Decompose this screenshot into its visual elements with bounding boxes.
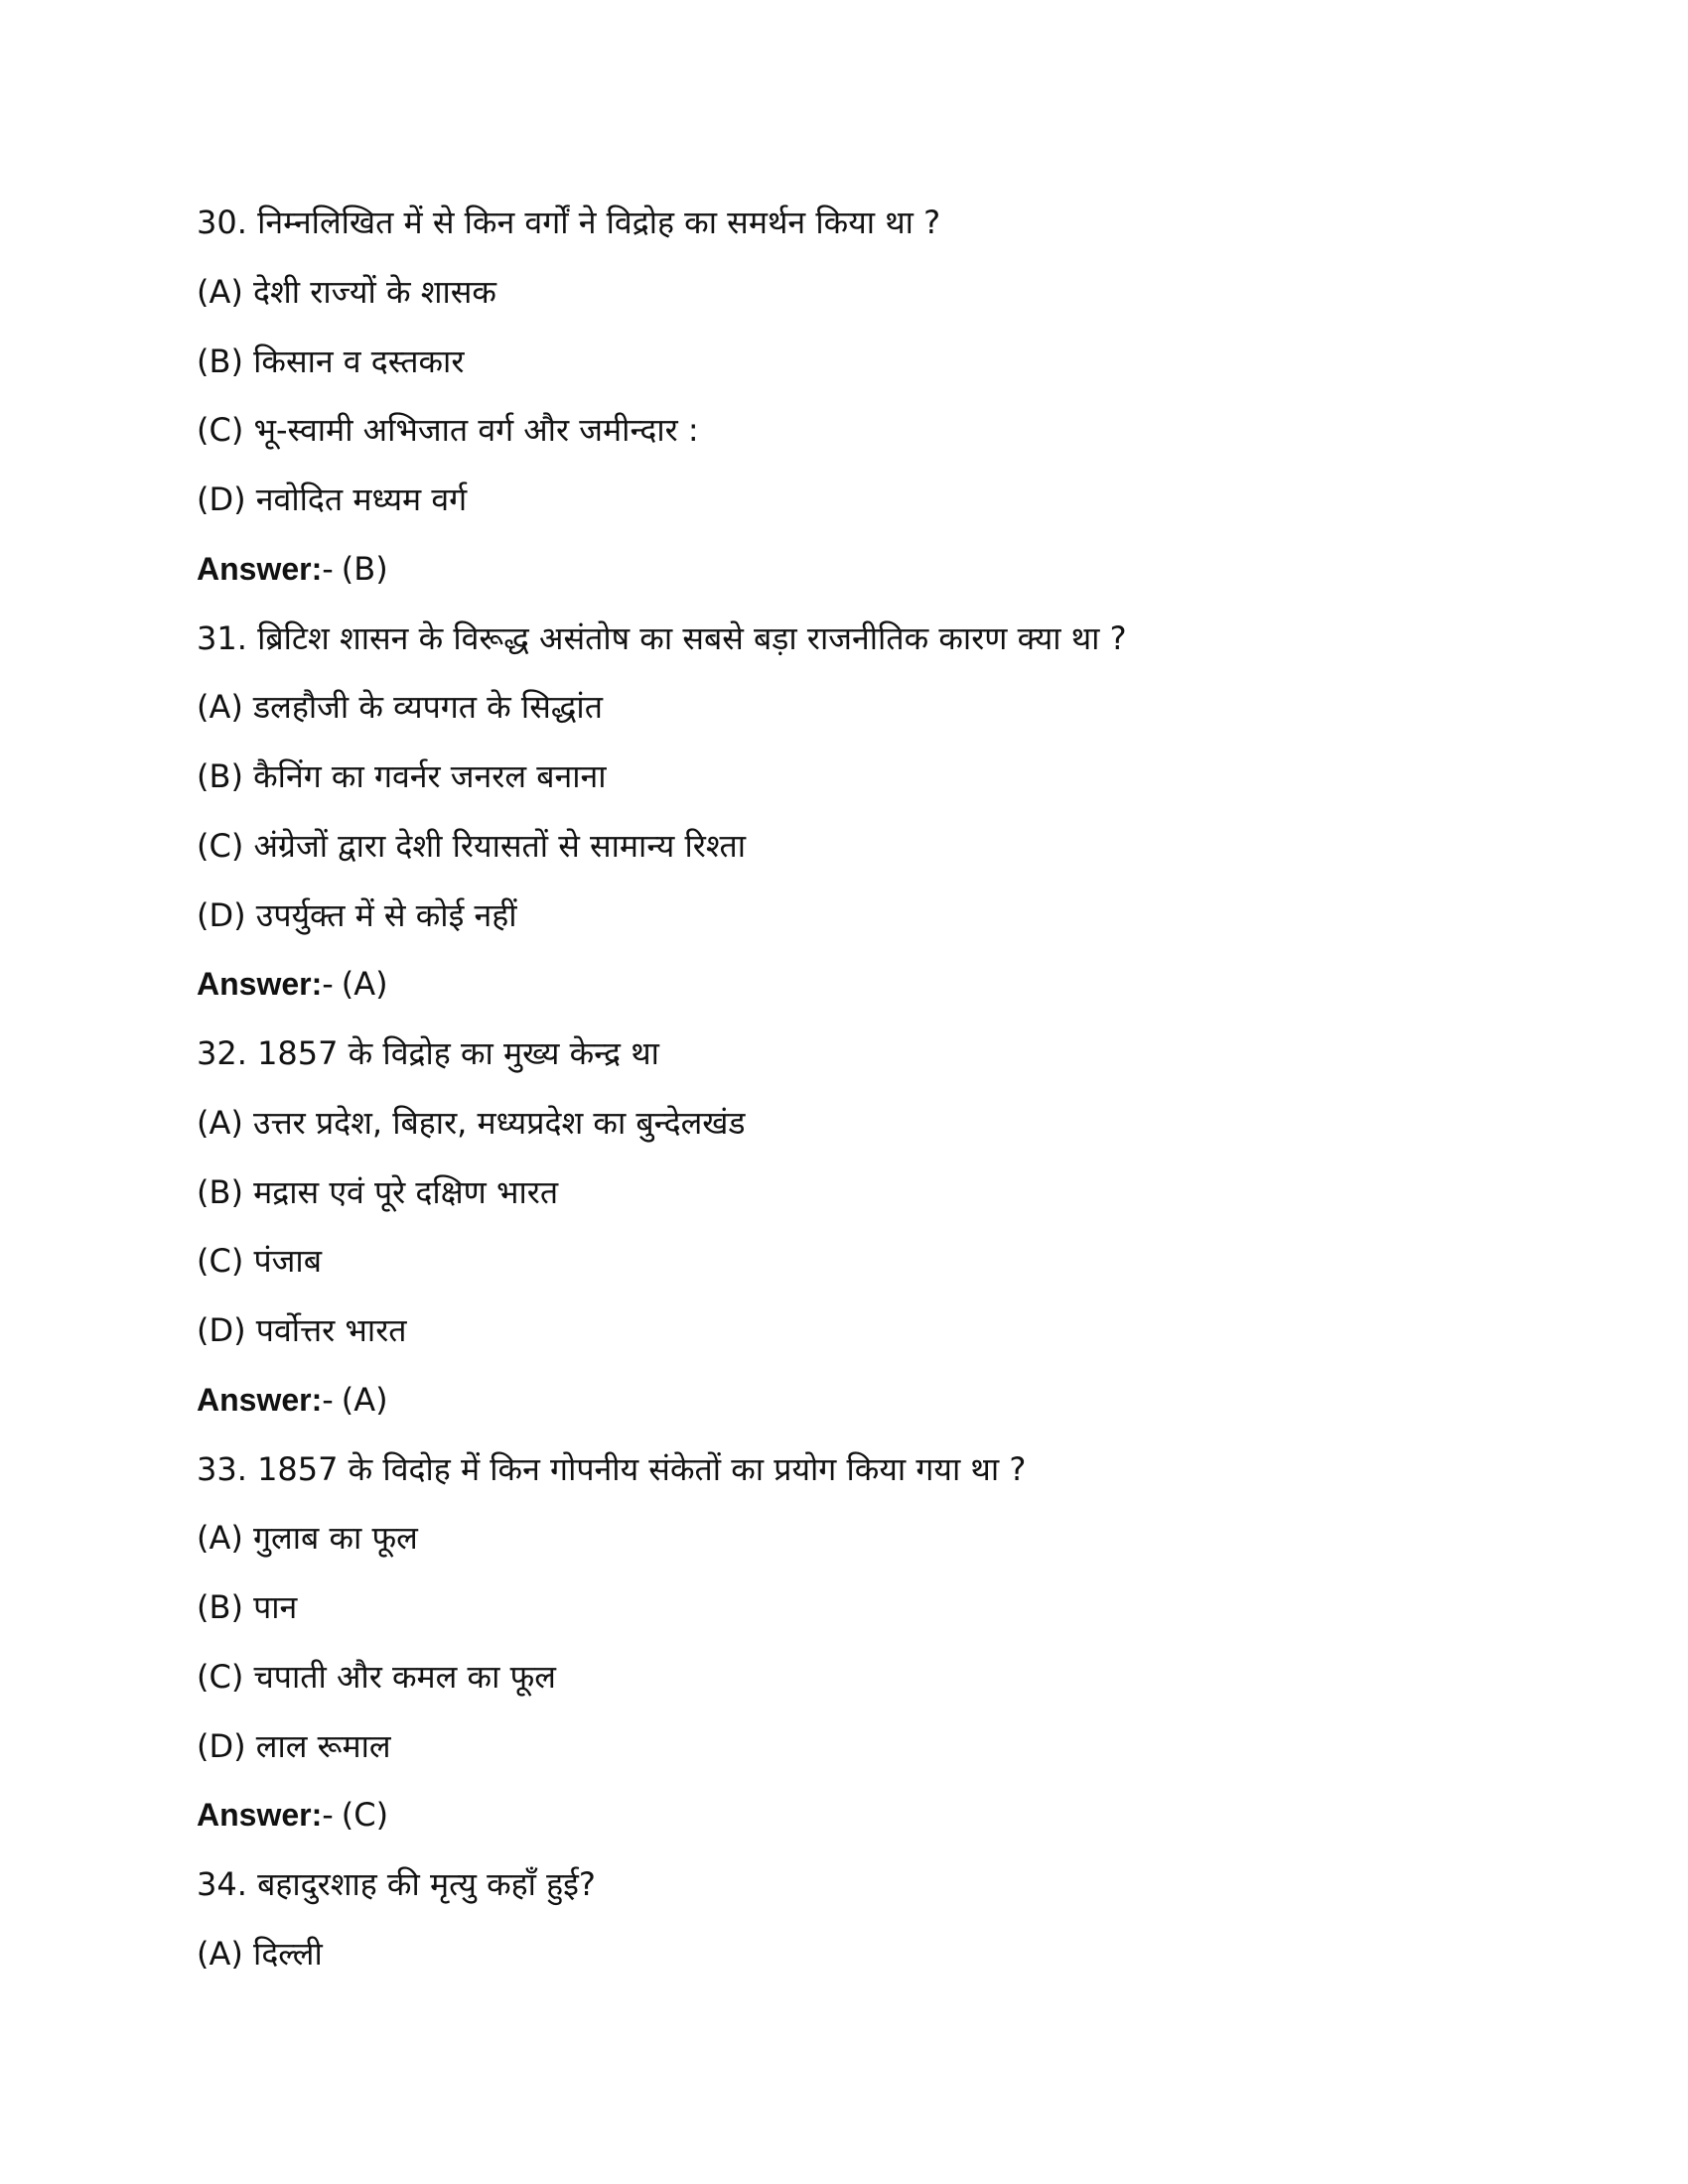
answer-separator: - xyxy=(322,549,334,588)
option-d: (D) पर्वोत्तर भारत xyxy=(197,1311,407,1349)
option-a: (A) दिल्ली xyxy=(197,1934,323,1973)
option-a: (A) गुलाब का फूल xyxy=(197,1519,418,1558)
question-text: 33. 1857 के विदोह में किन गोपनीय संकेतों का प्रयोग किया गया था ? xyxy=(197,1449,1027,1488)
answer-separator: - xyxy=(322,1380,334,1419)
question-text: 30. निम्नलिखित में से किन वर्गों ने विद्रोह का समर्थन किया था ? xyxy=(197,204,941,241)
answer-separator: - xyxy=(322,1796,334,1835)
option-d: (D) लाल रूमाल xyxy=(197,1726,391,1765)
option-b: (B) पान xyxy=(197,1588,298,1626)
answer-value: (A) xyxy=(341,965,388,1004)
answer-line xyxy=(197,1372,1567,1441)
option-c: (C) अंग्रेजों द्वारा देशी रियासतों से सामान्य रिश्ता xyxy=(197,826,747,865)
answer-label: Answer: xyxy=(197,1797,323,1834)
answer-line xyxy=(197,541,1567,611)
answer-line xyxy=(197,1787,1567,1856)
option-c: (C) चपाती और कमल का फूल xyxy=(197,1657,556,1696)
question-text: 34. बहादुरशाह की मृत्यु कहाँ हुई? xyxy=(197,1865,596,1903)
option-b: (B) किसान व दस्तकार xyxy=(197,341,465,380)
answer-line xyxy=(197,956,1567,1025)
option-b: (B) कैनिंग का गवर्नर जनरल बनाना xyxy=(197,757,607,795)
answer-label: Answer: xyxy=(197,1381,323,1418)
answer-label: Answer: xyxy=(197,550,323,587)
question-text: 31. ब्रिटिश शासन के विरूद्ध असंतोष का सबसे बड़ा राजनीतिक कारण क्या था ? xyxy=(197,618,1127,657)
option-a: (A) डलहौजी के व्यपगत के सिद्धांत xyxy=(197,688,603,727)
option-b: (B) मद्रास एवं पूरे दक्षिण भारत xyxy=(197,1172,559,1211)
option-c: (C) भू-स्वामी अभिजात वर्ग और जमीन्दार : xyxy=(197,411,699,450)
question-page xyxy=(197,195,1567,1995)
answer-value: (C) xyxy=(341,1796,389,1835)
option-a: (A) उत्तर प्रदेश, बिहार, मध्यप्रदेश का बुन्देलखंड xyxy=(197,1103,746,1142)
option-c: (C) पंजाब xyxy=(197,1242,322,1281)
answer-value: (B) xyxy=(341,549,388,588)
answer-label: Answer: xyxy=(197,966,323,1003)
answer-separator: - xyxy=(322,965,334,1004)
option-d: (D) उपर्युक्त में से कोई नहीं xyxy=(197,895,517,934)
option-a: (A) देशी राज्यों के शासक xyxy=(197,272,496,311)
question-text: 32. 1857 के विद्रोह का मुख्य केन्द्र था xyxy=(197,1034,659,1072)
option-d: (D) नवोदित मध्यम वर्ग xyxy=(197,480,468,518)
answer-value: (A) xyxy=(341,1380,388,1419)
